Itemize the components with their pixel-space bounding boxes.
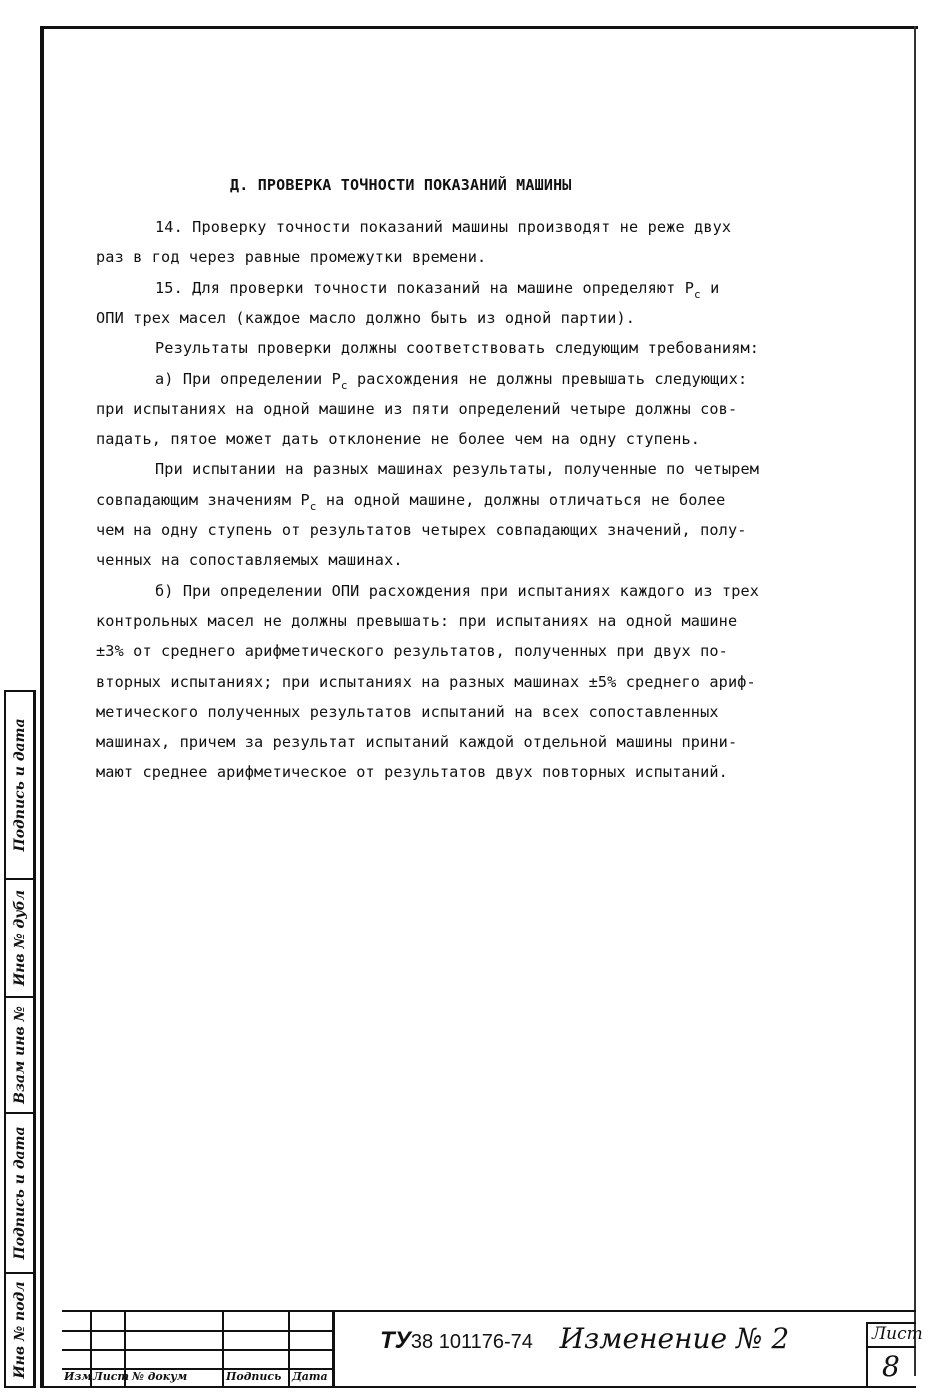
body-line-text: а) При определении P [155, 369, 341, 388]
body-line [96, 642, 728, 660]
body-line [155, 460, 759, 478]
subscript: с [340, 378, 348, 392]
body-line-text: мают среднее арифметическое от результатов двух повторных испытаний. [96, 763, 728, 782]
designation-number: 38 101176-74 [410, 1331, 533, 1353]
margin-cell-replacement-inventory [6, 998, 33, 1114]
body-line [96, 733, 737, 751]
body-line-text: ОПИ трех масел (каждое масло должно быть из одной партии). [96, 308, 636, 327]
body-line-text: При испытании на разных машинах результаты, полученные по четырем [155, 460, 760, 479]
body-line-text: падать, пятое может дать отклонение не более чем на одну ступень. [96, 430, 701, 449]
body-line [155, 278, 720, 301]
body-line [96, 400, 737, 418]
margin-cell-original-inventory [6, 1274, 33, 1386]
margin-cell-signature-date [6, 1114, 33, 1274]
margin-label: Инв № дубл [11, 889, 28, 987]
section-heading: Д. ПРОВЕРКА ТОЧНОСТИ ПОКАЗАНИЙ МАШИНЫ [230, 176, 572, 194]
subscript: с [309, 499, 317, 513]
body-line-text: контрольных масел не должны превышать: при испытаниях на одной машине [96, 611, 738, 630]
body-line-text: 14. Проверку точности показаний машины производят не реже двух [155, 218, 732, 236]
frame-border-right [914, 26, 916, 1376]
margin-stamp-strip [4, 690, 36, 1388]
subscript: с [694, 287, 701, 301]
body-line-text: ченных на сопоставляемых машинах. [96, 551, 403, 570]
body-line-text: Результаты проверки должны соответствовать следующим требованиям: [155, 339, 760, 358]
column-label-change: Изм [64, 1370, 92, 1383]
margin-label: Инв № подл [11, 1281, 28, 1379]
body-line-text: совпадающим значениям P [96, 490, 310, 509]
body-line [155, 218, 731, 236]
body-line-text: чем на одну ступень от результатов четырех совпадающих значений, полу- [96, 521, 747, 539]
body-line [155, 582, 759, 600]
body-line [96, 521, 747, 539]
margin-label: Взам инв № [11, 1006, 28, 1104]
change-label: Изменение № 2 [559, 1322, 790, 1355]
body-line-text: вторных испытаниях; при испытаниях на разных машинах ±5% среднего ариф- [96, 672, 756, 691]
sheet-number-box [866, 1322, 923, 1388]
margin-cell-dup-inventory [6, 880, 33, 998]
body-line-text: б) При определении ОПИ расхождения при испытаниях каждого из трех [155, 581, 760, 600]
margin-label: Подпись и дата [11, 1126, 28, 1260]
body-line-text: ±3% от среднего арифметического результатов, полученных при двух по- [96, 642, 728, 661]
sheet-number: 8 [882, 1350, 900, 1383]
body-line [96, 673, 756, 691]
body-line-tail: и [700, 278, 720, 297]
body-line [96, 309, 635, 327]
column-label-date: Дата [292, 1370, 328, 1383]
body-line [96, 763, 728, 781]
column-label-sheet: Лист [93, 1370, 130, 1383]
body-line [155, 339, 759, 357]
body-line [96, 703, 719, 721]
body-line-text: машинах, причем за результат испытаний каждой отдельной машины прини- [96, 733, 738, 752]
margin-cell-signature-date-top [6, 692, 33, 880]
body-line [96, 551, 403, 569]
body-line-text: метического полученных результатов испытаний на всех сопоставленных [96, 702, 719, 721]
frame-border-left [40, 26, 44, 1388]
document-designation [380, 1322, 789, 1355]
frame-border-top [40, 26, 918, 29]
body-line [96, 248, 486, 266]
body-line-tail: расхождения не должны превышать следующих: [347, 369, 748, 388]
body-line [96, 490, 726, 513]
body-line [155, 369, 748, 392]
body-line [96, 612, 737, 630]
body-line-text: раз в год через равные промежутки времени. [96, 248, 487, 267]
body-line-text: 15. Для проверки точности показаний на машине определяют P [155, 278, 695, 297]
revision-grid [62, 1312, 332, 1388]
column-label-doc-number: № докум [132, 1370, 188, 1383]
column-label-signature: Подпись [226, 1370, 282, 1383]
sheet-label: Лист [872, 1324, 923, 1344]
body-line-tail: на одной машине, должны отличаться не более [316, 490, 726, 509]
body-line [96, 430, 700, 448]
margin-label: Подпись и дата [11, 718, 28, 852]
designation-prefix: ТУ [380, 1327, 411, 1354]
body-line-text: при испытаниях на одной машине из пяти определений четыре должны сов- [96, 399, 738, 418]
